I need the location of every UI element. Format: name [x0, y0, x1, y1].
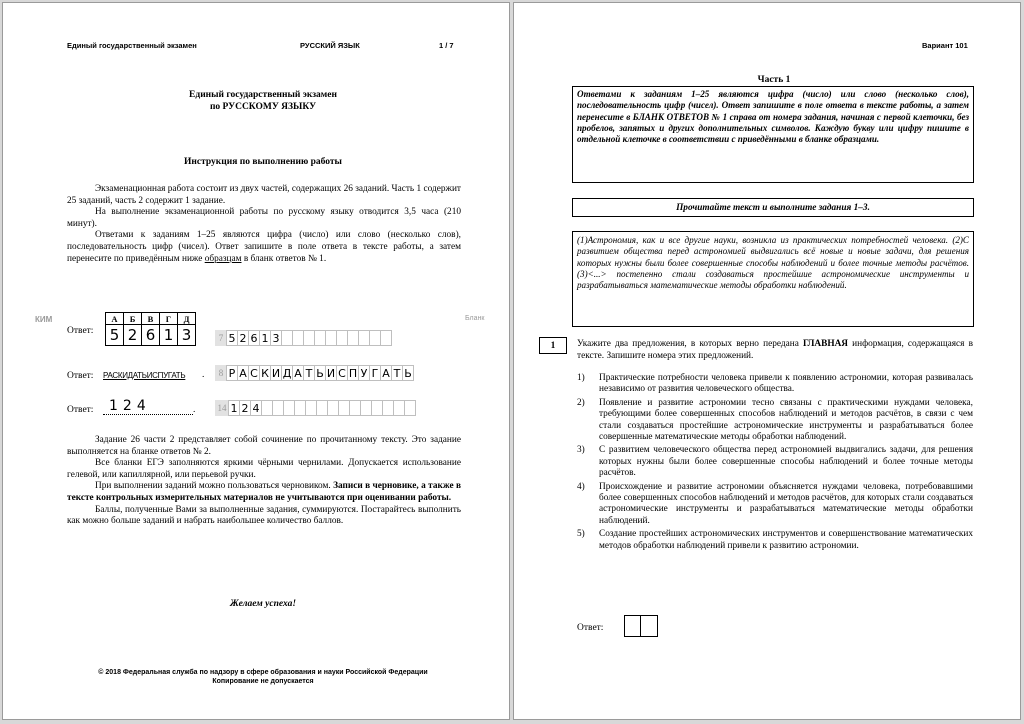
- form-cell: И: [271, 366, 281, 380]
- options-list: [577, 373, 973, 552]
- exam-title-line1: Единый государственный экзамен: [189, 90, 337, 100]
- form-cell: У: [358, 365, 370, 381]
- example2-answer-value: РАСКИДАТЬИСПУГАТЬ: [103, 371, 186, 380]
- form-cell: 6: [248, 330, 260, 346]
- form-cell: 5: [226, 330, 238, 346]
- option-number: 3): [577, 445, 585, 456]
- instruction-text: Ответами к заданиям 1–25 являются цифра (число) или слово (несколько слов), последовательность цифр (чисел). Ответ запишите в поле ответа в тексте работы, а затем перенесите в БЛАНК ОТВЕТОВ № 1 справа от номера задания, начиная с первой клеточки, без пробелов, запятых и других дополнительных символов. Каждую букву или цифру пишите в отдельной клеточке в соответствии с приведёнными в бланке образцами.: [577, 89, 969, 145]
- reading-text: (1)Астрономия, как и все другие науки, возникла из практических потребностей человека. (2)С развитием общества перед астрономией выдвигались всё новые и новые задачи, для решения которых нужны были более совершенные способы наблюдений и более точные методы расчётов. (3)<...> постепенно стали создаваться простейшие астрономические инструменты и разрабатываться математические методы обработки наблюдений.: [577, 235, 969, 291]
- form-cell: 2: [239, 400, 251, 416]
- form-cell: 3: [270, 330, 282, 346]
- form-cell: 1: [228, 400, 240, 416]
- task-number-box: 1: [539, 337, 567, 354]
- example3-answer-label: Ответ:: [67, 405, 94, 415]
- digit-cell: 5: [105, 324, 124, 346]
- form-cell: Т: [303, 365, 315, 381]
- example2-blank-form: [215, 365, 414, 381]
- paragraph-answers: [67, 230, 461, 265]
- form-cell: 2: [237, 330, 249, 346]
- paragraph-ink: Все бланки ЕГЭ заполняются яркими чёрными чернилами. Допускается использование гелевой, или капиллярной, или перьевой ручки.: [67, 458, 461, 480]
- copyright-notice: Копирование не допускается: [212, 678, 314, 685]
- paragraph-parts: Экзаменационная работа состоит из двух частей, содержащих 26 заданий. Часть 1 содержит 25 заданий, часть 2 содержит 1 задание.: [67, 184, 461, 206]
- read-instruction: Прочитайте текст и выполните задания 1–3.: [572, 198, 974, 217]
- variant-label: Вариант 101: [922, 41, 968, 50]
- example3-blank-form: [215, 400, 416, 416]
- form-cell: С: [336, 365, 348, 381]
- samples-link: образцам: [204, 253, 242, 264]
- option-item: [577, 373, 973, 396]
- option-text: Происхождение и развитие астрономии объясняется нуждами человека, потребовавшими более совершенных способов наблюдений и методов расчётов, для которых стали создаваться астрономические инструменты и разрабатываться математические методы обработки наблюдений.: [599, 481, 973, 526]
- option-text: Появление и развитие астрономии тесно связаны с практическими нуждами человека, требующими более совершенных способов наблюдений и методов расчётов, в связи с чем стали создаваться простейшие астрономические инструменты и разрабатываться более совершенные математические методы обработки наблюдений.: [599, 397, 973, 443]
- letter-cell: Г: [159, 312, 178, 325]
- example2-answer-label: Ответ:: [67, 371, 94, 381]
- example1-answer-grid: [105, 312, 196, 346]
- copyright-footer: [3, 668, 523, 686]
- copyright-line: © 2018 Федеральная служба по надзору в сфере образования и науки Российской Федерации: [98, 669, 428, 676]
- form-cell: Р: [226, 365, 238, 381]
- option-number: 1): [577, 373, 585, 383]
- form-cell: И: [326, 366, 336, 380]
- option-text: С развитием человеческого общества перед астрономией выдвигались задачи, для решения которых нужны были более совершенные способы наблюдений и более точные методы расчётов.: [599, 445, 973, 479]
- left-header-page: 1 / 7: [439, 41, 454, 50]
- option-text: Создание простейших астрономических инструментов и совершенствование математических методов обработки наблюдений привели к развитию астрономии.: [599, 529, 973, 551]
- blank-label: Бланк: [465, 315, 485, 322]
- form-cell: Т: [391, 365, 403, 381]
- option-number: 2): [577, 397, 585, 408]
- letter-cell: В: [141, 312, 160, 325]
- paragraph-essay: Задание 26 части 2 представляет собой сочинение по прочитанному тексту. Это задание выполняется на бланке ответов № 2.: [67, 435, 461, 457]
- example1-blank-form: [215, 330, 392, 346]
- form-cell: А: [380, 365, 392, 381]
- form-cell: 1: [259, 330, 271, 346]
- reading-text-box: [572, 231, 974, 327]
- task-text-start: Укажите два предложения, в которых верно передана: [577, 339, 803, 349]
- form-cell: 4: [250, 400, 262, 416]
- letter-cell: А: [105, 312, 124, 325]
- option-item: [577, 445, 973, 479]
- letter-cell: Б: [123, 312, 142, 325]
- answer-cell[interactable]: [641, 615, 658, 637]
- part-title: Часть 1: [757, 75, 791, 85]
- digit-cell: 3: [177, 324, 196, 346]
- paragraph-points: Баллы, полученные Вами за выполненные задания, суммируются. Постарайтесь выполнить как можно больше заданий и набрать наибольшее количество баллов.: [67, 504, 461, 527]
- right-page: [513, 2, 1021, 720]
- digit-cell: 1: [159, 324, 178, 346]
- form-task-number: 14: [215, 400, 229, 416]
- task-text: [577, 339, 973, 362]
- paragraph-time: На выполнение экзаменационной работы по русскому языку отводится 3,5 часа (210 минут).: [67, 207, 461, 229]
- exam-title-line2: по РУССКОМУ ЯЗЫКУ: [209, 102, 317, 112]
- kim-label: КИМ: [35, 315, 53, 324]
- form-cell: А: [292, 365, 304, 381]
- option-text: Практические потребности человека привели к появлению астрономии, которая развивалась независимо от развития человеческого общества.: [599, 373, 973, 395]
- option-number: 5): [577, 529, 585, 540]
- digit-cell: 6: [141, 324, 160, 346]
- form-cell: Д: [282, 366, 292, 380]
- form-cell: Г: [369, 365, 381, 381]
- option-item: [577, 482, 973, 528]
- left-header-exam: Единый государственный экзамен: [67, 41, 197, 50]
- form-cell: Ь: [402, 365, 414, 381]
- good-luck-wish: Желаем успеха!: [229, 599, 297, 609]
- form-cell: К: [259, 365, 271, 381]
- task-statement: [577, 339, 973, 362]
- form-cell: П: [348, 366, 358, 380]
- instructions-intro: [67, 184, 461, 265]
- instructions-rules: [67, 435, 461, 528]
- task-text-end: информация, содержащаяся в тексте. Запишите номера этих предложений.: [577, 339, 973, 361]
- task-text-bold: ГЛАВНАЯ: [802, 339, 848, 349]
- answer-label: Ответ:: [577, 623, 604, 633]
- paragraph-answers-text: Ответами к заданиям 1–25 являются цифра (число) или слово (несколько слов), последовательность цифр (чисел). Ответ запишите в поле ответа в тексте работы, а затем перенесите по приведённым ниже: [67, 230, 461, 264]
- answer-field[interactable]: [624, 615, 658, 637]
- form-task-number: 8: [215, 365, 227, 381]
- form-task-number: 7: [215, 330, 227, 346]
- example3-answer-value: 124: [103, 398, 193, 415]
- example2-dot: .: [202, 370, 205, 380]
- instruction-box: [572, 86, 974, 183]
- paragraph-draft-text: При выполнении заданий можно пользоваться черновиком.: [95, 481, 334, 492]
- paragraph-draft: [67, 481, 461, 504]
- form-cell: С: [248, 365, 260, 381]
- form-cell: Ь: [314, 365, 326, 381]
- answer-cell[interactable]: [624, 615, 641, 637]
- example3-dot: .: [193, 405, 196, 415]
- digit-cell: 2: [123, 324, 142, 346]
- paragraph-answers-end: в бланк ответов № 1.: [241, 253, 327, 264]
- option-number: 4): [577, 481, 585, 492]
- left-header-subject: РУССКИЙ ЯЗЫК: [300, 41, 360, 50]
- option-item: [577, 398, 973, 444]
- left-page: [2, 2, 510, 720]
- paragraph-draft-bold: Записи в черновике, а также в тексте контрольных измерительных материалов не учитываются при оценивании работы.: [67, 481, 462, 503]
- form-cell: А: [237, 365, 249, 381]
- letter-cell: Д: [177, 312, 196, 325]
- option-item: [577, 529, 973, 552]
- example1-answer-label: Ответ:: [67, 326, 94, 336]
- instructions-title: Инструкция по выполнению работы: [184, 157, 342, 167]
